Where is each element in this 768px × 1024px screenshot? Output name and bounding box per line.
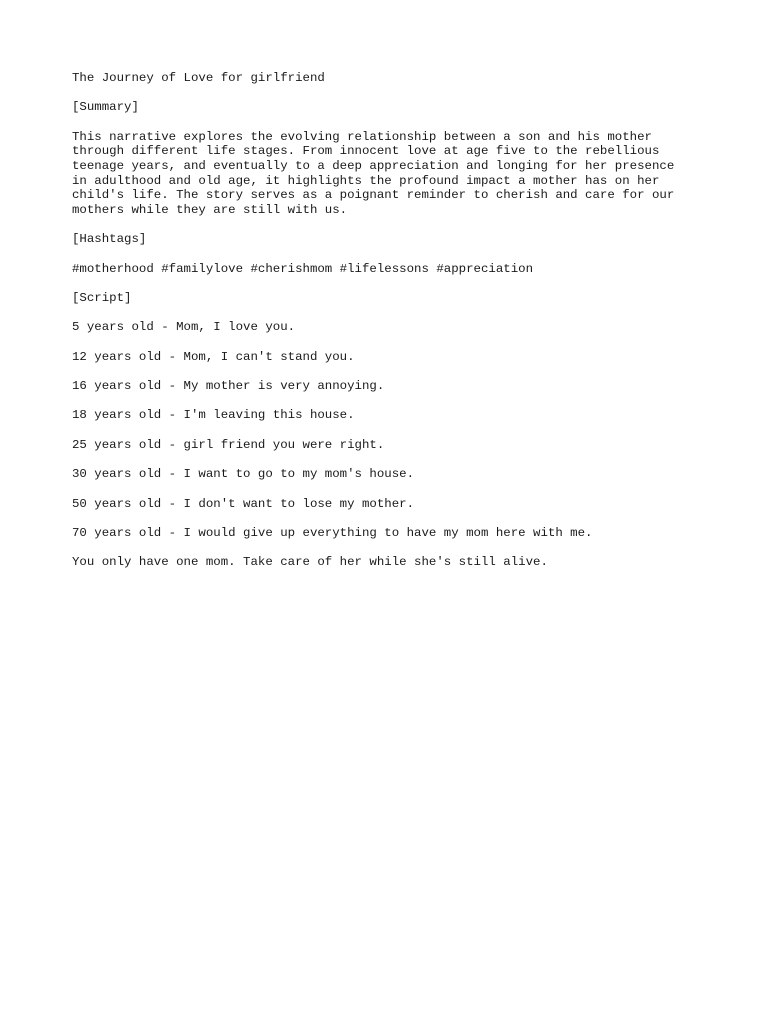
script-line: 12 years old - Mom, I can't stand you.	[72, 349, 355, 364]
document-page	[72, 71, 702, 585]
script-line: 50 years old - I don't want to lose my mother.	[72, 496, 415, 511]
script-line: 5 years old - Mom, I love you.	[72, 320, 296, 335]
script-line: 25 years old - girl friend you were right.	[72, 437, 385, 452]
script-line: 16 years old - My mother is very annoying.	[72, 379, 385, 394]
document-title: The Journey of Love for girlfriend	[72, 71, 325, 85]
script-lines	[72, 320, 702, 540]
hashtags-text: #motherhood #familylove #cherishmom #lifelessons #appreciation	[72, 261, 534, 276]
summary-heading: [Summary]	[72, 100, 139, 115]
script-line: 18 years old - I'm leaving this house.	[72, 408, 355, 423]
script-line: 70 years old - I would give up everything to have my mom here with me.	[72, 526, 593, 541]
hashtags-heading: [Hashtags]	[72, 232, 147, 247]
script-heading: [Script]	[72, 290, 132, 305]
summary-text: This narrative explores the evolving relationship between a son and his mother through different life stages. From innocent love at age five to the rebellious teenage years, and eventually to a deep appreciation and longing for her presence in adulthood and old age, it highlights the profound impact a mother has on her child's life. The story serves as a poignant reminder to cherish and care for our mothers while they are still with us.	[72, 129, 675, 217]
script-line: 30 years old - I want to go to my mom's house.	[72, 467, 415, 482]
closing-line: You only have one mom. Take care of her while she's still alive.	[72, 555, 548, 570]
